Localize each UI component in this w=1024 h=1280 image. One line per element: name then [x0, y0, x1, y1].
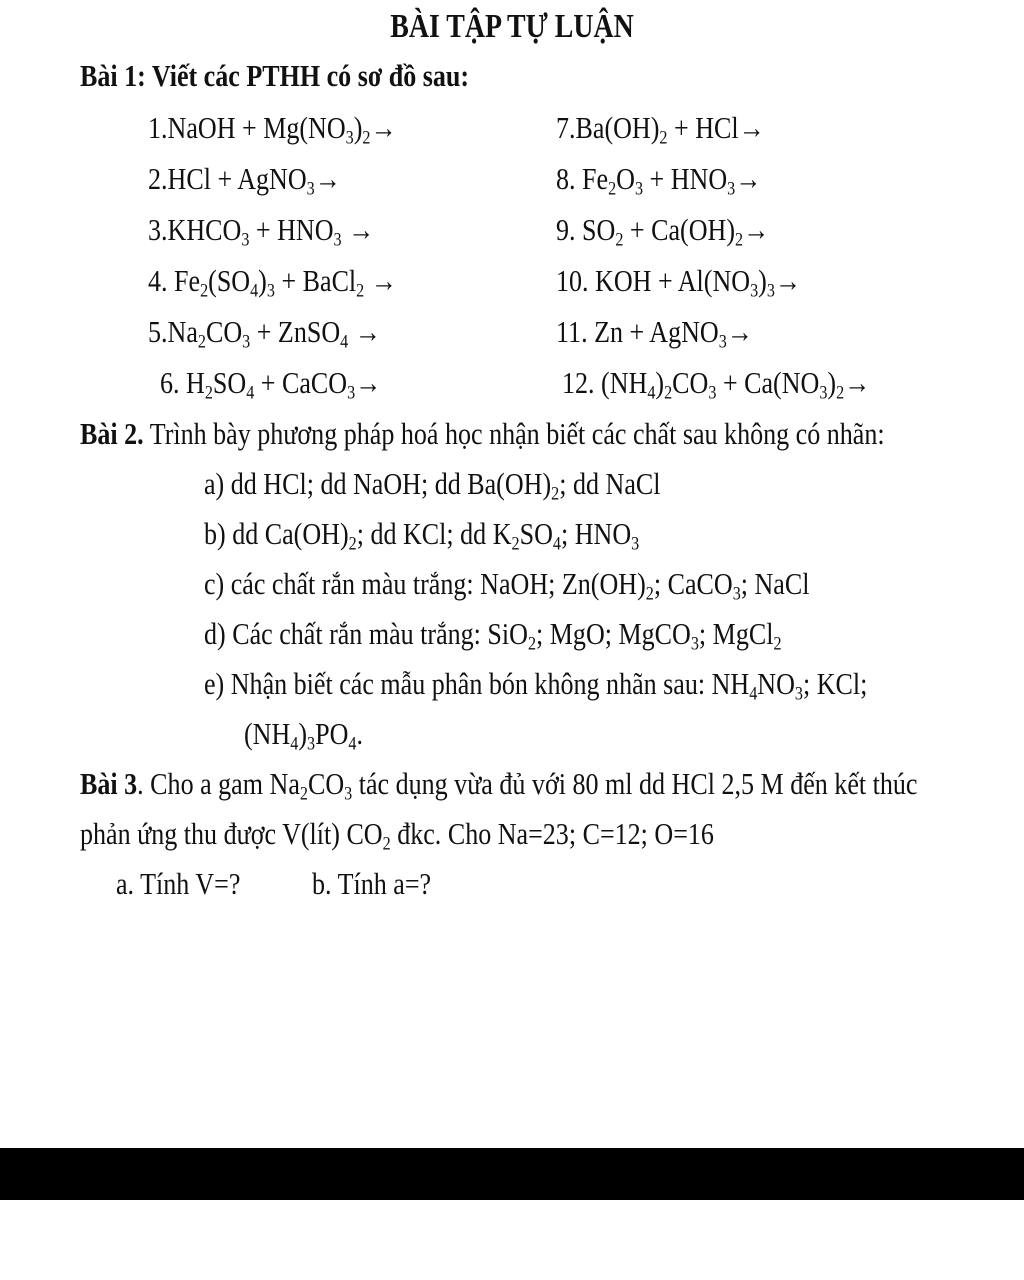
bai1-eq-8: 8. $Fe_2O_3 + HNO_3\to$: [556, 161, 762, 200]
bai3-text-1: . Cho a gam $Na_2CO_3$ tác dụng vừa đủ với 80 ml dd HCl 2,5 M đến kết thúc: [137, 766, 918, 805]
bai2-item-e: e) Nhận biết các mẫu phân bón không nhãn sau: $NH_4NO_3$; KCl;: [204, 666, 868, 705]
bai3-question-a: a. Tính V=?: [116, 866, 241, 901]
page-title: BÀI TẬP TỰ LUẬN: [390, 8, 634, 45]
bai3-line-1: [80, 766, 918, 805]
bai3-question-b: b. Tính a=?: [312, 866, 432, 901]
bai1-eq-6: 6. $H_2SO_4$ + CaCO$_3$→: [160, 365, 382, 404]
bai2-item-d: d) Các chất rắn màu trắng: SiO$_2$; MgO; MgCO$_3$; MgCl$_2$: [204, 616, 782, 655]
bai1-eq-12: 12. $(NH_4)_2CO_3 + Ca(NO_3)_2\to$: [562, 365, 871, 404]
bai1-eq-5: $5.Na_2CO_3$ + ZnSO$_4$ →: [148, 314, 381, 353]
bai2-label: Bài 2.: [80, 416, 144, 451]
bai3-line-2: phản ứng thu được V(lít) $CO_2$ đkc. Cho Na=23; C=12; O=16: [80, 816, 714, 855]
bai2-item-b: b) dd $Ca(OH)_2$; dd KCl; dd $K_2SO_4$; $HNO_3$: [204, 516, 640, 555]
bai2-item-c: c) các chất rắn màu trắng: NaOH; $Zn(OH)_2$; CaCO$_3$; NaCl: [204, 566, 810, 605]
bai1-heading: Bài 1: Viết các PTHH có sơ đồ sau:: [80, 58, 470, 93]
bai2-heading: [80, 416, 885, 452]
bai2-item-a: a) dd HCl; dd NaOH; dd $Ba(OH)_2$; dd NaCl: [204, 466, 661, 505]
bai2-item-e-cont: $(NH_4)_3PO_4$.: [244, 716, 363, 755]
bai1-eq-7: $7.Ba(OH)_2 + HCl\to$: [556, 110, 765, 149]
bai1-eq-11: 11. Zn + AgNO$_3$→: [556, 314, 753, 353]
bai1-eq-4: 4. $Fe_2(SO_4)_3$ + BaCl$_2$ →: [148, 263, 397, 302]
bai1-eq-3: $3.KHCO_3 + HNO_3$ →: [148, 212, 375, 251]
bai1-eq-2: 2.HCl + AgNO$_3$→: [148, 161, 341, 200]
black-bar: [0, 1148, 1024, 1200]
bai2-instruction: Trình bày phương pháp hoá học nhận biết các chất sau không có nhãn:: [143, 416, 885, 451]
bai1-eq-10: 10. KOH + $Al(NO_3)_3\to$: [556, 263, 801, 302]
bai1-eq-9: 9. $SO_2 + Ca(OH)_2\to$: [556, 212, 770, 251]
bai1-eq-1: 1.NaOH + $Mg(NO_3)_2\to$: [148, 110, 397, 149]
bai3-label: Bài 3: [80, 766, 138, 801]
